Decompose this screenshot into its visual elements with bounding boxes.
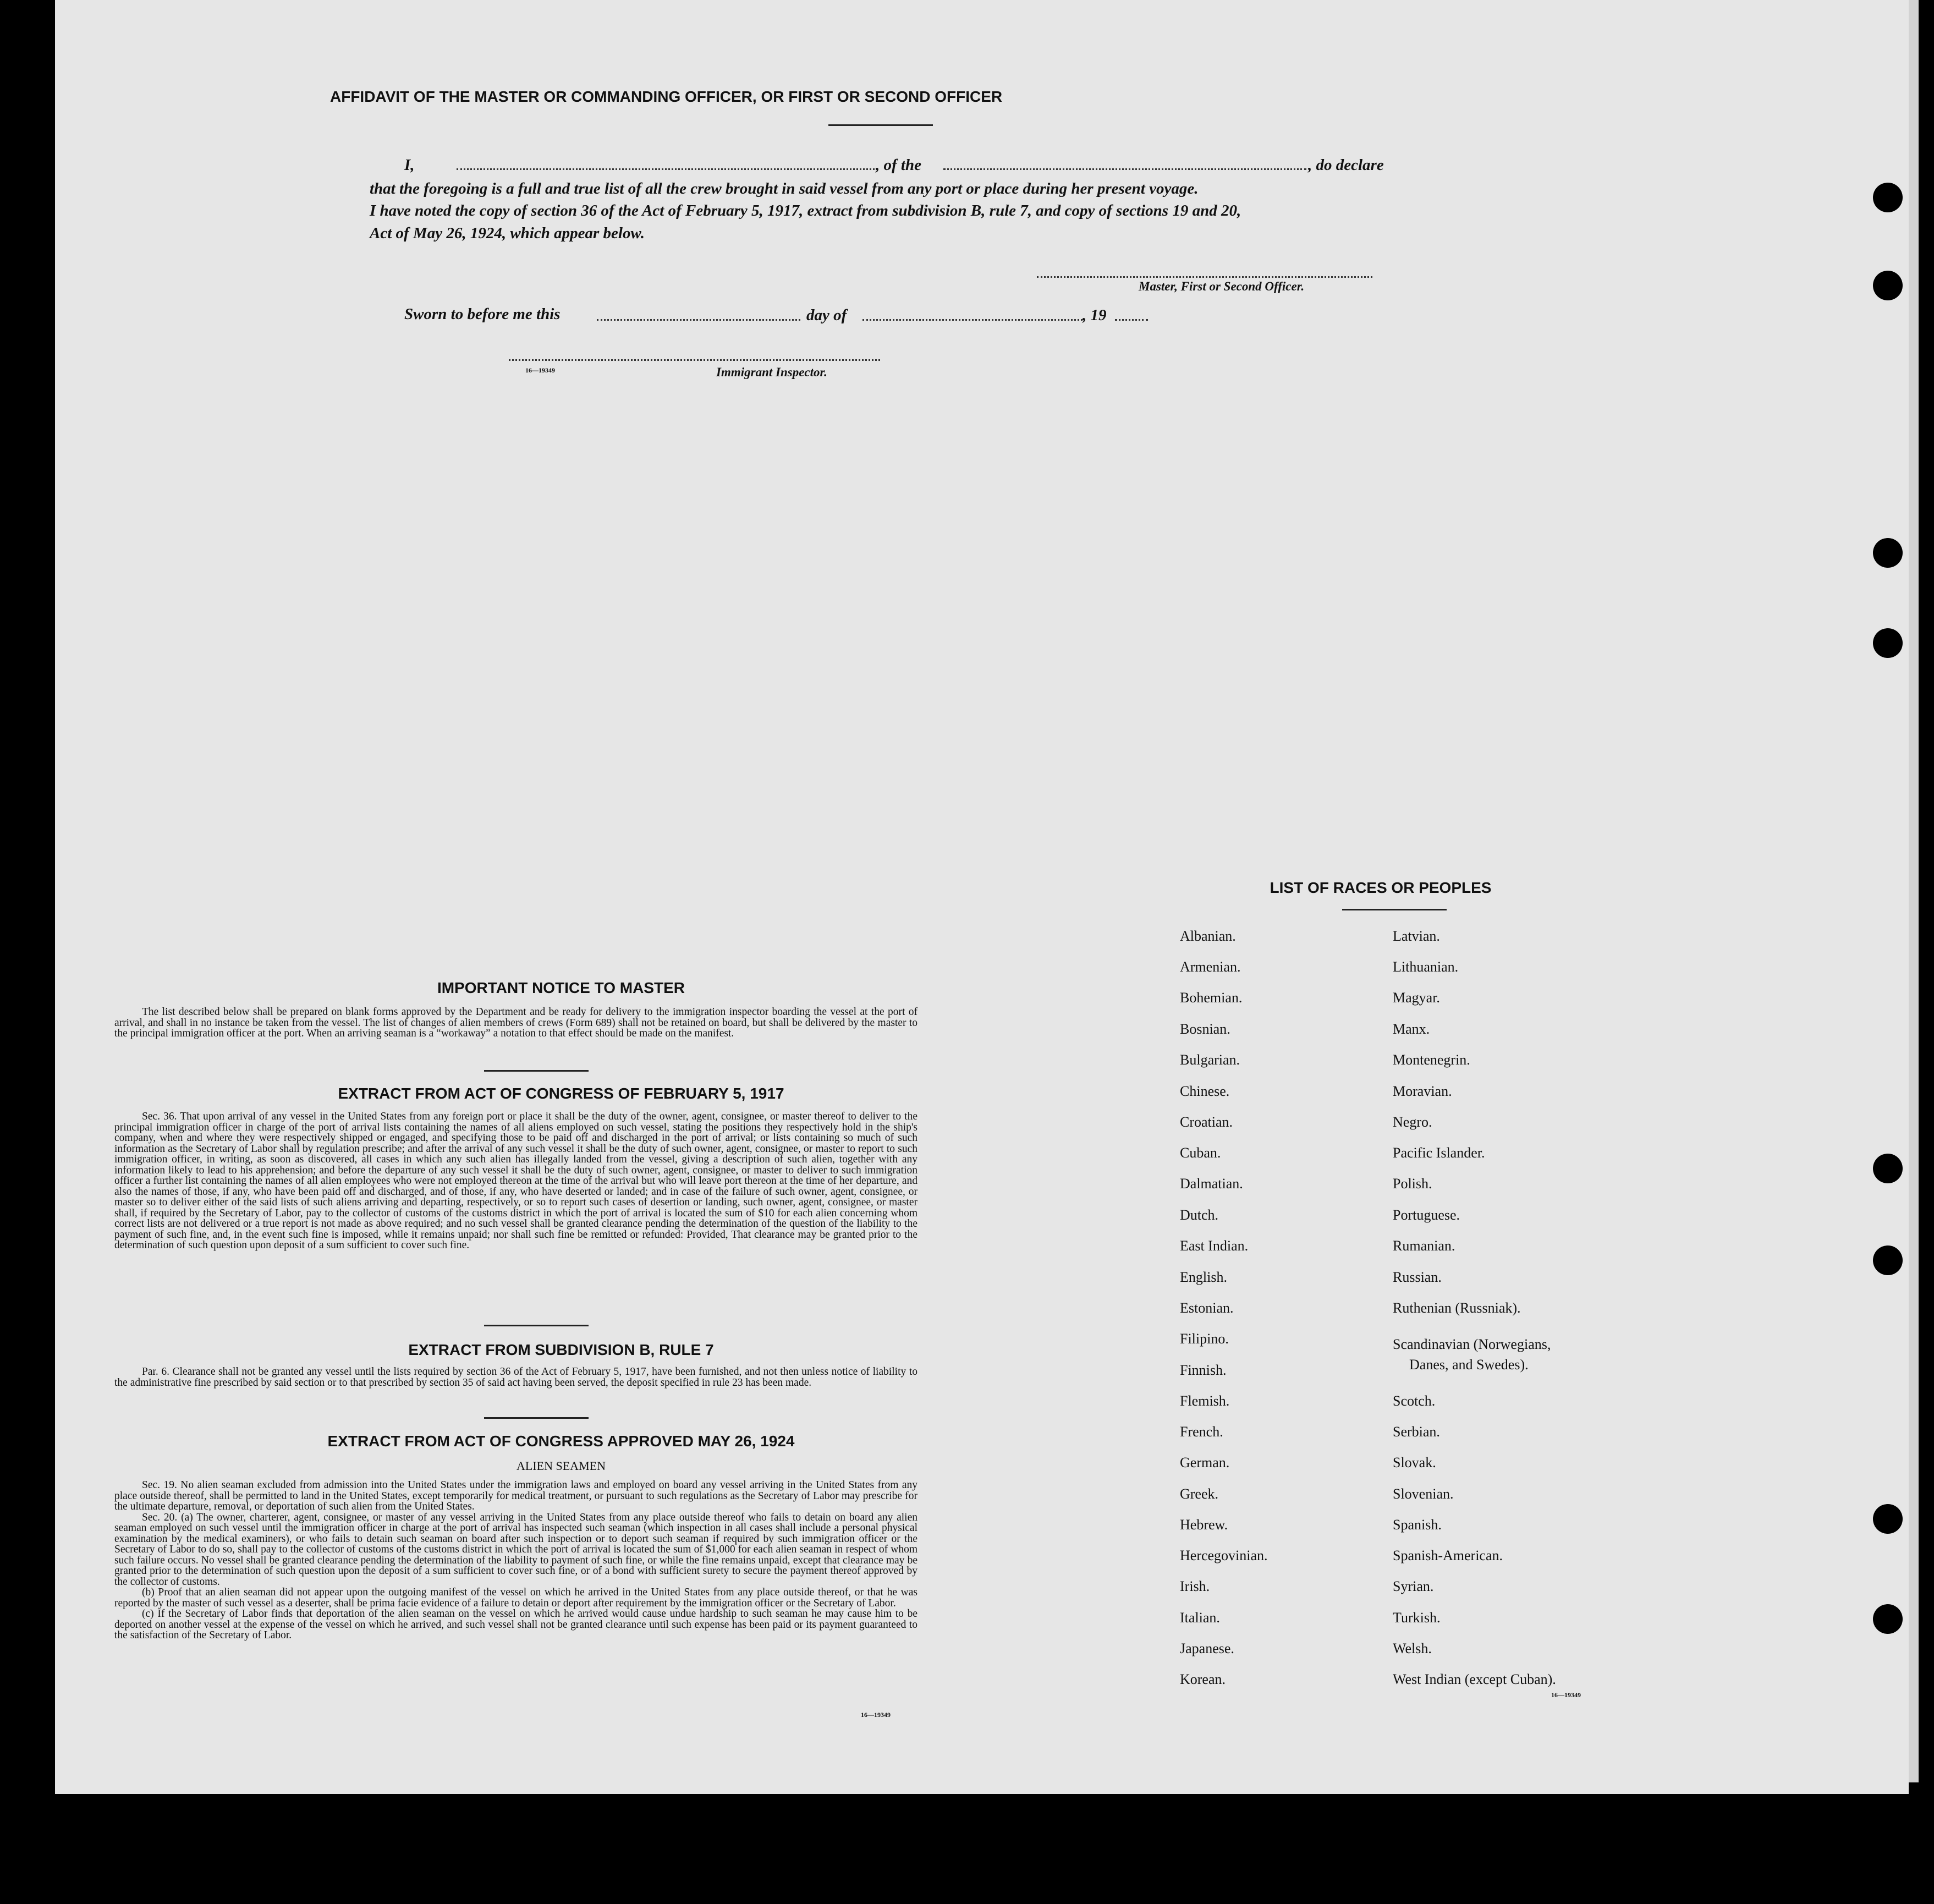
notice-paragraph: The list described below shall be prepared on blank forms approved by the Department and be ready for delivery to the immigration inspector boarding the vessel at the port of arrival, and shall in no instance be taken from the vessel. The list of changes of alien members of crews (Form 689) shall not be retained on board, but shall be delivered by the master to the principal immigration officer at the port. When an arriving seaman is a “workaway” a notation to that effect should be made on the manifest. <box>114 1006 917 1039</box>
affidavit-line-4: Act of May 26, 1924, which appear below. <box>370 224 645 242</box>
race-item: Albanian. <box>1180 928 1236 944</box>
race-item: Greek. <box>1180 1486 1219 1502</box>
extract-1917-title: EXTRACT FROM ACT OF CONGRESS OF FEBRUARY 5, 1917 <box>338 1085 784 1102</box>
race-item: Cuban. <box>1180 1145 1221 1161</box>
extract-1917-rule <box>484 1325 589 1326</box>
punch-hole <box>1873 1504 1903 1534</box>
race-item: Dalmatian. <box>1180 1176 1243 1192</box>
sworn-month-blank <box>862 319 1083 321</box>
punch-hole <box>1873 183 1903 212</box>
sworn-year-blank <box>1115 319 1148 321</box>
race-item: Chinese. <box>1180 1083 1230 1099</box>
race-item: Russian. <box>1393 1269 1442 1285</box>
race-item: Irish. <box>1180 1578 1210 1594</box>
race-item: Serbian. <box>1393 1424 1440 1440</box>
race-item: Danes, and Swedes). <box>1409 1357 1529 1373</box>
master-signature-label: Master, First or Second Officer. <box>1139 279 1305 293</box>
affidavit-i: I, <box>404 156 415 174</box>
section-20b: (b) Proof that an alien seaman did not appear upon the outgoing manifest of the vessel on which he arrived in the United States from any place outside thereof, or that he was reported by the master of such vessel as a deserter, shall be prima facie evidence of a failure to detain or deport after requirement by the immigration officer or the Secretary of Labor. <box>114 1587 917 1609</box>
race-item: Slovak. <box>1393 1455 1436 1470</box>
day-of-label: day of <box>806 306 847 324</box>
race-item: Welsh. <box>1393 1640 1432 1656</box>
notice-rule <box>484 1070 589 1072</box>
title-underline <box>828 124 933 126</box>
punch-hole <box>1873 538 1903 568</box>
affidavit-line-2: that the foregoing is a full and true list of all the crew brought in said vessel from any port or place during her present voyage. <box>370 180 1199 197</box>
extract-1924-text <box>114 1480 917 1641</box>
race-item: French. <box>1180 1424 1223 1440</box>
rule-7-title: EXTRACT FROM SUBDIVISION B, RULE 7 <box>408 1341 714 1358</box>
affidavit-declare: , do declare <box>1308 156 1384 174</box>
punch-hole <box>1873 271 1903 300</box>
affidavit-title: AFFIDAVIT OF THE MASTER OR COMMANDING OFFICER, OR FIRST OR SECOND OFFICER <box>330 88 1003 105</box>
race-item: Hebrew. <box>1180 1517 1228 1533</box>
section-36: Sec. 36. That upon arrival of any vessel in the United States from any foreign port or place it shall be the duty of the owner, agent, consignee, or master thereof to deliver to the principal immigration officer in charge of the port of arrival lists containing the names of all aliens employed on such vessel, stating the positions they respectively hold in the ship's company, when and where they were respectively shipped or engaged, and specifying those to be paid off and discharged in the port of arrival; or lists containing so much of such information as the Secretary of Labor shall by regulation prescribe; and after the arrival of any such vessel it shall be the duty of such owner, agent, consignee, or master to report to such immigration officer, in writing, as soon as discovered, all cases in which any such alien has illegally landed from the vessel, giving a description of such alien, together with any information likely to lead to his apprehension; and before the departure of any such vessel it shall be the duty of such owner, agent, consignee, or master to deliver to such immigration officer a further list containing the names of all alien employees who were not employed thereon at the time of the arrival but who will leave port thereon at the time of her departure, and also the names of those, if any, who have been paid off and discharged, and of those, if any, who have deserted or landed; and in case of the failure of such owner, agent, consignee, or master so to deliver either of the said lists of such aliens arriving and departing, respectively, or so to report such cases of desertion or landing, such owner, agent, consignee, or master shall, if required by the Secretary of Labor, pay to the collector of customs of the customs district in which the port of arrival is located the sum of $10 for each alien concerning whom correct lists are not delivered or a true report is not made as above required; and no such vessel shall be granted clearance pending the determination of the question of the liability to the payment of such fine, and, in the event such fine is imposed, while it remains unpaid; nor shall such fine be remitted or refunded: Provided, That clearance may be granted prior to the determination of such question upon deposit of a sum sufficient to cover such fine. <box>114 1111 917 1251</box>
race-item: Rumanian. <box>1393 1238 1455 1254</box>
race-item: Montenegrin. <box>1393 1052 1470 1068</box>
race-item: Bosnian. <box>1180 1021 1230 1037</box>
race-item: Dutch. <box>1180 1207 1219 1223</box>
alien-seamen-subtitle: ALIEN SEAMEN <box>517 1459 606 1473</box>
extract-1917-text <box>114 1111 917 1251</box>
master-signature-line <box>1037 276 1372 278</box>
race-item: Slovenian. <box>1393 1486 1454 1502</box>
race-item: Manx. <box>1393 1021 1430 1037</box>
race-item: Scotch. <box>1393 1393 1436 1409</box>
section-20c: (c) If the Secretary of Labor finds that deportation of the alien seaman on the vessel on which he arrived would cause undue hardship to such seaman he may cause him to be deported on another vessel at the expense of the vessel on which he arrived, and such vessel shall not be granted clearance until such expense has been paid or its payment guaranteed to the satisfaction of the Secretary of Labor. <box>114 1608 917 1641</box>
inspector-label: Immigrant Inspector. <box>716 365 827 379</box>
race-item: Bulgarian. <box>1180 1052 1240 1068</box>
race-item: East Indian. <box>1180 1238 1249 1254</box>
punch-hole <box>1873 1245 1903 1275</box>
race-item: Ruthenian (Russniak). <box>1393 1300 1521 1316</box>
year-label: , 19 <box>1083 306 1107 324</box>
race-item: Spanish-American. <box>1393 1548 1503 1563</box>
race-item: Bohemian. <box>1180 990 1243 1006</box>
race-item: Estonian. <box>1180 1300 1234 1316</box>
race-item: Turkish. <box>1393 1610 1441 1626</box>
extract-1924-title: EXTRACT FROM ACT OF CONGRESS APPROVED MAY 26, 1924 <box>327 1433 795 1450</box>
race-item: Syrian. <box>1393 1578 1434 1594</box>
section-20a: Sec. 20. (a) The owner, charterer, agent, consignee, or master of any vessel arriving in the United States from any place outside thereof who fails to detain on board any alien seaman employed on such vessel until the immigration officer in charge at the port of arrival has inspected such seaman (which inspection in all cases shall include a personal physical examination by the medical examiners), or who fails to detain such seaman on board after such inspection or to deport such seaman if required by such immigration officer or the Secretary of Labor to do so, shall pay to the collector of customs of the customs district in which the port of arrival is located the sum of $1,000 for each alien seaman in respect of whom such failure occurs. No vessel shall be granted clearance pending the determination of the liability to payment of such fine, or while the fine remains unpaid, except that clearance may be granted prior to the determination of such question upon the deposit of a sum sufficient to cover such fine, or of a bond with sufficient surety to secure the payment thereof approved by the collector of customs. <box>114 1511 917 1588</box>
name-blank <box>457 168 875 170</box>
punch-hole <box>1873 1154 1903 1183</box>
race-item: Japanese. <box>1180 1640 1234 1656</box>
race-item: English. <box>1180 1269 1227 1285</box>
race-item: Lithuanian. <box>1393 959 1459 975</box>
punch-hole <box>1873 628 1903 658</box>
race-item: Moravian. <box>1393 1083 1452 1099</box>
sworn-day-blank <box>597 319 800 321</box>
form-number: 16—19349 <box>1551 1691 1581 1699</box>
race-item: Negro. <box>1393 1114 1432 1130</box>
race-item: Filipino. <box>1180 1331 1229 1347</box>
race-item: Spanish. <box>1393 1517 1442 1533</box>
paragraph-6: Par. 6. Clearance shall not be granted any vessel until the lists required by section 36 of the Act of February 5, 1917, have been furnished, and not then unless notice of liability to the administrative fine prescribed by said section or to that prescribed by section 35 of said act having been served, the deposit specified in rule 23 has been made. <box>114 1366 917 1389</box>
notice-text <box>114 1007 917 1039</box>
race-item: Polish. <box>1393 1176 1432 1192</box>
section-19: Sec. 19. No alien seaman excluded from admission into the United States under the immigration laws and employed on board any vessel arriving in the United States from any place outside thereof, shall be permitted to land in the United States, except temporarily for medical treatment, or pursuant to such regulations as the Secretary of Labor may prescribe for the ultimate departure, removal, or deportation of such alien from the United States. <box>114 1479 917 1512</box>
rule-7-text <box>114 1367 917 1388</box>
race-item: Scandinavian (Norwegians, <box>1393 1336 1551 1352</box>
race-item: Magyar. <box>1393 990 1440 1006</box>
race-item: Latvian. <box>1393 928 1440 944</box>
race-item: Finnish. <box>1180 1362 1227 1378</box>
race-item: Pacific Islander. <box>1393 1145 1485 1161</box>
rule-7-rule <box>484 1417 589 1419</box>
form-number: 16—19349 <box>861 1711 891 1719</box>
race-item: Flemish. <box>1180 1393 1230 1409</box>
affidavit-of-the: , of the <box>876 156 921 174</box>
inspector-signature-line <box>509 359 880 361</box>
race-item: Hercegovinian. <box>1180 1548 1268 1563</box>
race-item: Korean. <box>1180 1671 1226 1687</box>
notice-title: IMPORTANT NOTICE TO MASTER <box>437 979 685 996</box>
sworn-label: Sworn to before me this <box>404 305 561 323</box>
race-item: German. <box>1180 1455 1230 1470</box>
race-item: West Indian (except Cuban). <box>1393 1671 1556 1687</box>
affidavit-line-3: I have noted the copy of section 36 of the Act of February 5, 1917, extract from subdivision B, rule 7, and copy of sections 19 and 20, <box>370 202 1241 220</box>
races-title: LIST OF RACES OR PEOPLES <box>1270 879 1492 896</box>
punch-hole <box>1873 1604 1903 1634</box>
race-item: Portuguese. <box>1393 1207 1460 1223</box>
race-item: Italian. <box>1180 1610 1220 1626</box>
races-rule <box>1342 909 1447 910</box>
form-number: 16—19349 <box>525 366 555 374</box>
vessel-blank <box>943 168 1306 170</box>
race-item: Croatian. <box>1180 1114 1233 1130</box>
race-item: Armenian. <box>1180 959 1241 975</box>
page-edge <box>1909 0 1919 1782</box>
